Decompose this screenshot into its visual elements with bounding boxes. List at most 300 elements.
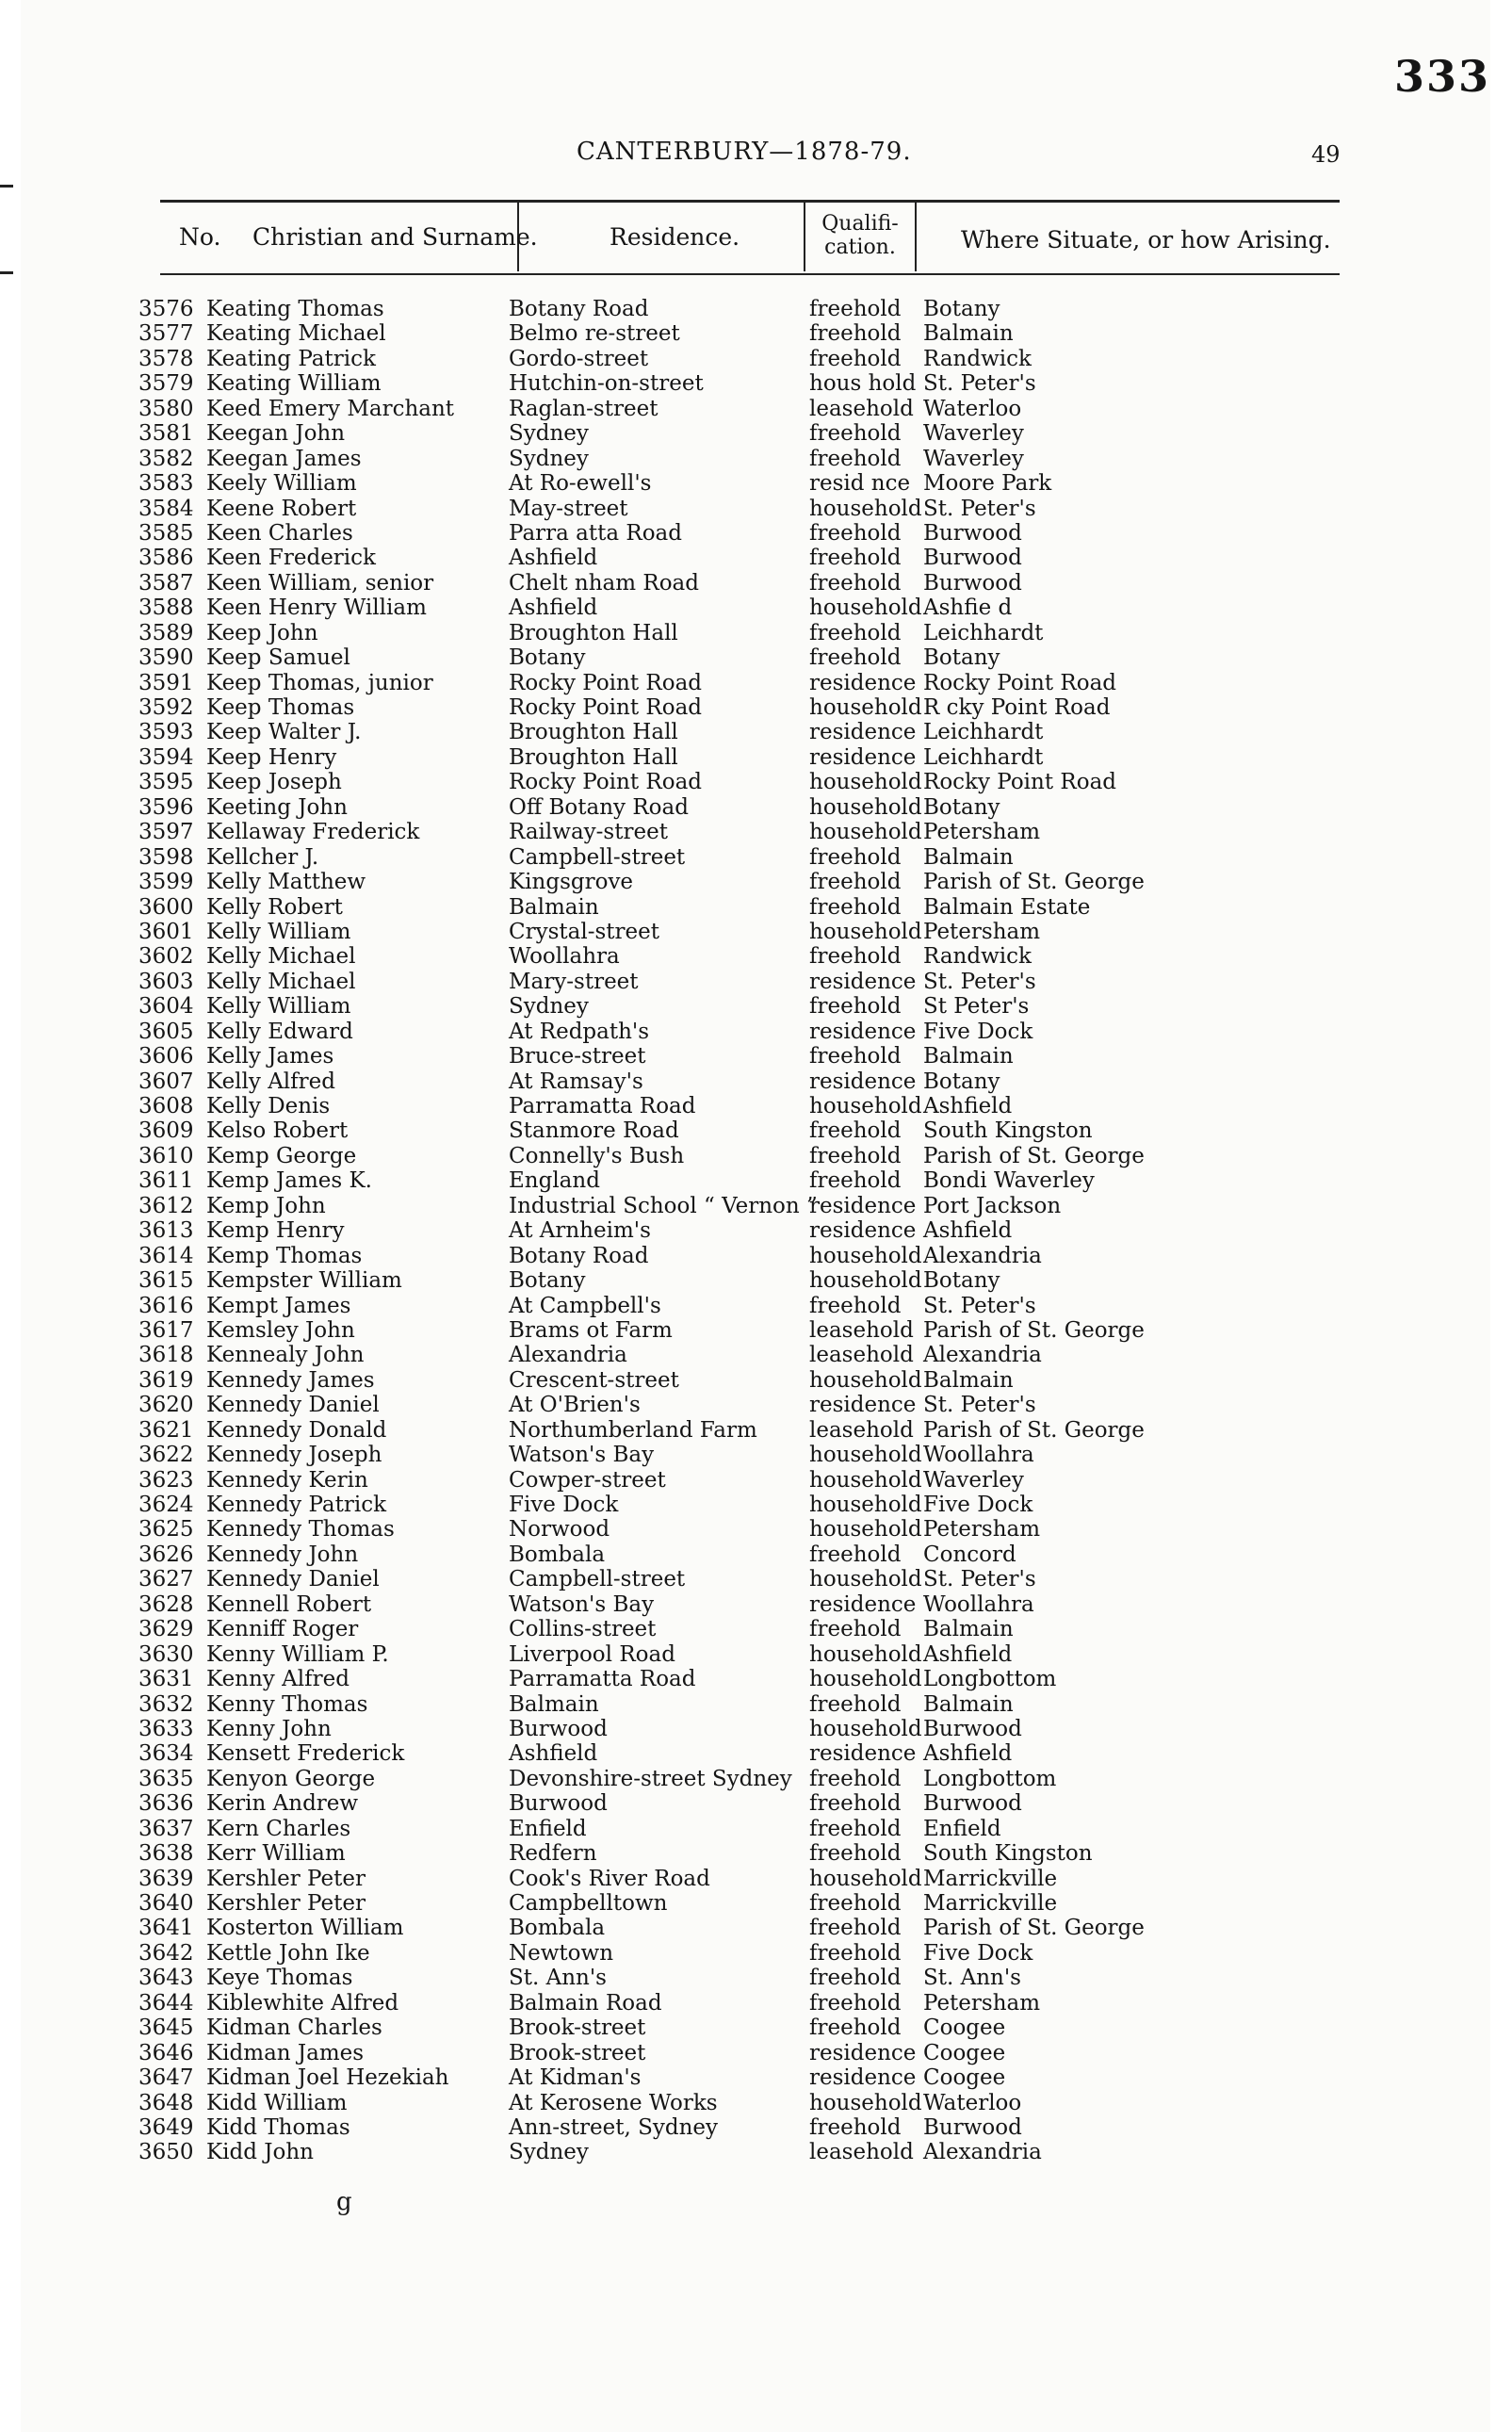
qualification-line-2: cation. bbox=[824, 236, 896, 259]
entry-name: Kemp James K. bbox=[206, 1168, 372, 1194]
table-row bbox=[21, 321, 1490, 346]
entry-number: 3630 bbox=[138, 1641, 194, 1667]
entry-residence: Kingsgrove bbox=[509, 870, 634, 895]
table-row bbox=[21, 1144, 1490, 1168]
entry-number: 3579 bbox=[138, 371, 194, 397]
table-row bbox=[21, 1493, 1490, 1517]
entry-residence: Brams ot Farm bbox=[509, 1317, 673, 1343]
entry-qualification: freehold bbox=[809, 1966, 902, 1991]
entry-number: 3603 bbox=[138, 969, 194, 994]
entry-number: 3619 bbox=[138, 1367, 194, 1393]
entry-name: Kerr William bbox=[206, 1841, 346, 1867]
entry-qualification: freehold bbox=[809, 894, 902, 920]
entry-qualification: freehold bbox=[809, 645, 902, 671]
entry-residence: Balmain Road bbox=[509, 1990, 662, 2016]
entry-qualification: household bbox=[809, 1443, 922, 1468]
entry-name: Kennedy John bbox=[206, 1542, 359, 1567]
entry-where-situate: Balmain bbox=[923, 321, 1014, 347]
entry-residence: Ann-street, Sydney bbox=[509, 2114, 719, 2140]
entry-qualification: household bbox=[809, 596, 922, 621]
entry-residence: At Kidman's bbox=[509, 2065, 642, 2091]
entry-residence: Ashfield bbox=[509, 1741, 598, 1767]
entry-where-situate: Concord bbox=[923, 1542, 1016, 1567]
entry-name: Kern Charles bbox=[206, 1816, 351, 1841]
entry-residence: Balmain bbox=[509, 1691, 599, 1717]
entry-number: 3632 bbox=[138, 1691, 194, 1717]
entry-number: 3581 bbox=[138, 421, 194, 447]
register-entries bbox=[21, 297, 1490, 2165]
table-row bbox=[21, 297, 1490, 321]
entry-qualification: freehold bbox=[809, 944, 902, 970]
entry-where-situate: Botany bbox=[923, 297, 1000, 321]
entry-number: 3576 bbox=[138, 297, 194, 321]
entry-qualification: freehold bbox=[809, 1143, 902, 1168]
entry-residence: Watson's Bay bbox=[509, 1591, 655, 1617]
entry-number: 3650 bbox=[138, 2140, 194, 2165]
table-row bbox=[21, 994, 1490, 1019]
entry-where-situate: R cky Point Road bbox=[923, 695, 1111, 720]
entry-number: 3583 bbox=[138, 471, 194, 497]
entry-qualification: freehold bbox=[809, 1940, 902, 1966]
entry-where-situate: Longbottom bbox=[923, 1766, 1057, 1791]
entry-qualification: freehold bbox=[809, 446, 902, 471]
entry-where-situate: Burwood bbox=[923, 1716, 1022, 1741]
entry-number: 3646 bbox=[138, 2040, 194, 2065]
entry-name: Kennedy Daniel bbox=[206, 1567, 380, 1592]
entry-name: Kennealy John bbox=[206, 1343, 365, 1368]
entry-name: Kelly William bbox=[206, 919, 351, 944]
entry-number: 3622 bbox=[138, 1443, 194, 1468]
entry-where-situate: St. Peter's bbox=[923, 969, 1036, 994]
entry-qualification: freehold bbox=[809, 1691, 902, 1717]
table-row bbox=[21, 1592, 1490, 1617]
table-row bbox=[21, 1891, 1490, 1916]
entry-name: Kidd Thomas bbox=[206, 2114, 350, 2140]
entry-number: 3647 bbox=[138, 2065, 194, 2091]
entry-qualification: residence bbox=[809, 1591, 917, 1617]
entry-qualification: freehold bbox=[809, 1168, 902, 1194]
entry-where-situate: Ashfield bbox=[923, 1094, 1013, 1118]
entry-number: 3639 bbox=[138, 1866, 194, 1891]
entry-where-situate: Coogee bbox=[923, 2016, 1006, 2041]
entry-residence: Sydney bbox=[509, 421, 589, 447]
entry-where-situate: Waverley bbox=[923, 421, 1024, 447]
entry-number: 3596 bbox=[138, 794, 194, 820]
qualification-line-1: Qualifi- bbox=[821, 212, 899, 236]
entry-where-situate: Balmain bbox=[923, 1617, 1014, 1642]
entry-name: Kelly Michael bbox=[206, 944, 356, 970]
entry-where-situate: Alexandria bbox=[923, 1243, 1042, 1268]
entry-number: 3618 bbox=[138, 1343, 194, 1368]
entry-number: 3580 bbox=[138, 396, 194, 421]
entry-name: Kelly Michael bbox=[206, 969, 356, 994]
entry-name: Keen Frederick bbox=[206, 546, 376, 571]
entry-number: 3626 bbox=[138, 1542, 194, 1567]
entry-qualification: freehold bbox=[809, 844, 902, 870]
entry-qualification: leasehold bbox=[809, 396, 914, 421]
entry-name: Kennedy Thomas bbox=[206, 1517, 395, 1542]
column-header-no: No. bbox=[179, 223, 221, 251]
entry-name: Kershler Peter bbox=[206, 1891, 366, 1916]
entry-where-situate: Rocky Point Road bbox=[923, 770, 1117, 795]
entry-where-situate: Parish of St. George bbox=[923, 1143, 1145, 1168]
entry-where-situate: Bondi Waverley bbox=[923, 1168, 1095, 1194]
table-row bbox=[21, 497, 1490, 521]
entry-residence: Broughton Hall bbox=[509, 620, 678, 645]
entry-residence: Sydney bbox=[509, 446, 589, 471]
entry-number: 3590 bbox=[138, 645, 194, 671]
entry-where-situate: Waverley bbox=[923, 446, 1024, 471]
entry-number: 3586 bbox=[138, 546, 194, 571]
entry-residence: At Kerosene Works bbox=[509, 2090, 718, 2115]
table-row bbox=[21, 745, 1490, 770]
table-row bbox=[21, 1667, 1490, 1691]
entry-name: Kenyon George bbox=[206, 1766, 376, 1791]
entry-where-situate: St. Peter's bbox=[923, 1567, 1036, 1592]
entry-number: 3642 bbox=[138, 1940, 194, 1966]
entry-qualification: leasehold bbox=[809, 1417, 914, 1443]
entry-number: 3592 bbox=[138, 695, 194, 720]
table-row bbox=[21, 1118, 1490, 1143]
entry-qualification: freehold bbox=[809, 2114, 902, 2140]
entry-residence: Burwood bbox=[509, 1791, 608, 1817]
table-row bbox=[21, 1791, 1490, 1816]
entry-where-situate: Moore Park bbox=[923, 471, 1052, 497]
entry-residence: Raglan-street bbox=[509, 396, 658, 421]
table-row bbox=[21, 1517, 1490, 1542]
entry-where-situate: St. Peter's bbox=[923, 496, 1036, 521]
entry-qualification: household bbox=[809, 695, 922, 720]
signature-mark: g bbox=[336, 2188, 352, 2216]
entry-residence: Redfern bbox=[509, 1841, 597, 1867]
entry-residence: Cowper-street bbox=[509, 1467, 666, 1493]
entry-qualification: freehold bbox=[809, 1816, 902, 1841]
entry-qualification: household bbox=[809, 1467, 922, 1493]
entry-number: 3608 bbox=[138, 1094, 194, 1118]
entry-where-situate: Woollahra bbox=[923, 1591, 1034, 1617]
entry-residence: Newtown bbox=[509, 1940, 614, 1966]
entry-qualification: household bbox=[809, 1268, 922, 1294]
table-row bbox=[21, 870, 1490, 894]
entry-number: 3625 bbox=[138, 1517, 194, 1542]
folio-number: 333 bbox=[1393, 51, 1490, 102]
table-row bbox=[21, 471, 1490, 496]
entry-residence: Balmain bbox=[509, 894, 599, 920]
entry-where-situate: Balmain bbox=[923, 1367, 1014, 1393]
table-row bbox=[21, 1069, 1490, 1094]
entry-residence: At Arnheim's bbox=[509, 1218, 651, 1244]
entry-residence: Railway-street bbox=[509, 820, 668, 845]
entry-name: Kelly James bbox=[206, 1044, 334, 1069]
table-row bbox=[21, 1941, 1490, 1966]
entry-residence: Brook-street bbox=[509, 2016, 646, 2041]
entry-name: Keen William, senior bbox=[206, 570, 434, 596]
entry-qualification: household bbox=[809, 1493, 922, 1517]
entry-where-situate: Coogee bbox=[923, 2040, 1006, 2065]
entry-residence: At Redpath's bbox=[509, 1019, 650, 1044]
entry-qualification: household bbox=[809, 1866, 922, 1891]
entry-name: Kennedy James bbox=[206, 1367, 375, 1393]
entry-where-situate: Leichhardt bbox=[923, 720, 1044, 745]
entry-where-situate: Petersham bbox=[923, 820, 1041, 845]
entry-where-situate: Botany bbox=[923, 1069, 1000, 1094]
entry-residence: Botany Road bbox=[509, 297, 649, 321]
entry-number: 3578 bbox=[138, 346, 194, 371]
entry-residence: Rocky Point Road bbox=[509, 670, 703, 695]
entry-number: 3617 bbox=[138, 1317, 194, 1343]
entry-number: 3623 bbox=[138, 1467, 194, 1493]
entry-where-situate: Coogee bbox=[923, 2065, 1006, 2091]
entry-number: 3601 bbox=[138, 919, 194, 944]
entry-number: 3595 bbox=[138, 770, 194, 795]
entry-residence: Campbell-street bbox=[509, 1567, 686, 1592]
register-page bbox=[21, 0, 1490, 2432]
entry-residence: Campbelltown bbox=[509, 1891, 668, 1916]
entry-name: Keegan John bbox=[206, 421, 346, 447]
entry-name: Keating Patrick bbox=[206, 346, 376, 371]
entry-qualification: household bbox=[809, 919, 922, 944]
entry-residence: Connelly's Bush bbox=[509, 1143, 685, 1168]
entry-where-situate: Parish of St. George bbox=[923, 1317, 1145, 1343]
entry-residence: Rocky Point Road bbox=[509, 770, 703, 795]
entry-name: Keating William bbox=[206, 371, 382, 397]
entry-residence: Sydney bbox=[509, 2140, 589, 2165]
entry-name: Kenny Alfred bbox=[206, 1667, 350, 1692]
entry-where-situate: Alexandria bbox=[923, 2140, 1042, 2165]
table-row bbox=[21, 1343, 1490, 1367]
entry-qualification: household bbox=[809, 820, 922, 845]
entry-where-situate: St. Ann's bbox=[923, 1966, 1021, 1991]
entry-qualification: residence bbox=[809, 1019, 917, 1044]
entry-where-situate: Botany bbox=[923, 794, 1000, 820]
entry-residence: Gordo-street bbox=[509, 346, 649, 371]
entry-where-situate: Petersham bbox=[923, 1517, 1041, 1542]
entry-qualification: resid nce bbox=[809, 471, 911, 497]
entry-where-situate: Parish of St. George bbox=[923, 1916, 1145, 1941]
entry-where-situate: Ashfie d bbox=[923, 596, 1013, 621]
table-row bbox=[21, 521, 1490, 546]
entry-number: 3585 bbox=[138, 520, 194, 546]
table-row bbox=[21, 1168, 1490, 1193]
entry-qualification: leasehold bbox=[809, 2140, 914, 2165]
entry-number: 3638 bbox=[138, 1841, 194, 1867]
table-row bbox=[21, 645, 1490, 670]
entry-residence: Campbell-street bbox=[509, 844, 686, 870]
table-row bbox=[21, 371, 1490, 396]
table-row bbox=[21, 1741, 1490, 1766]
table-row bbox=[21, 1717, 1490, 1741]
entry-qualification: residence bbox=[809, 1069, 917, 1094]
entry-residence: England bbox=[509, 1168, 600, 1194]
entry-name: Kennell Robert bbox=[206, 1591, 372, 1617]
entry-residence: Botany bbox=[509, 645, 586, 671]
entry-name: Kemp Thomas bbox=[206, 1243, 363, 1268]
entry-qualification: freehold bbox=[809, 1542, 902, 1567]
entry-number: 3643 bbox=[138, 1966, 194, 1991]
entry-name: Kershler Peter bbox=[206, 1866, 366, 1891]
table-row bbox=[21, 1393, 1490, 1417]
entry-where-situate: Botany bbox=[923, 1268, 1000, 1294]
entry-where-situate: Randwick bbox=[923, 346, 1032, 371]
entry-qualification: leasehold bbox=[809, 1317, 914, 1343]
table-row bbox=[21, 2115, 1490, 2140]
table-row bbox=[21, 1542, 1490, 1567]
entry-number: 3600 bbox=[138, 894, 194, 920]
entry-qualification: freehold bbox=[809, 1617, 902, 1642]
entry-residence: Cook's River Road bbox=[509, 1866, 710, 1891]
entry-qualification: household bbox=[809, 2090, 922, 2115]
entry-residence: Ashfield bbox=[509, 546, 598, 571]
entry-number: 3589 bbox=[138, 620, 194, 645]
table-row bbox=[21, 1617, 1490, 1641]
entry-residence: Northumberland Farm bbox=[509, 1417, 757, 1443]
entry-qualification: freehold bbox=[809, 994, 902, 1020]
entry-name: Kidd John bbox=[206, 2140, 314, 2165]
entry-residence: Stanmore Road bbox=[509, 1118, 679, 1144]
entry-where-situate: Rocky Point Road bbox=[923, 670, 1117, 695]
entry-residence: At Ramsay's bbox=[509, 1069, 643, 1094]
table-row bbox=[21, 1044, 1490, 1069]
entry-number: 3624 bbox=[138, 1493, 194, 1517]
entry-number: 3602 bbox=[138, 944, 194, 970]
table-row bbox=[21, 2140, 1490, 2164]
entry-residence: Watson's Bay bbox=[509, 1443, 655, 1468]
entry-number: 3629 bbox=[138, 1617, 194, 1642]
entry-name: Kemsley John bbox=[206, 1317, 355, 1343]
entry-residence: Bruce-street bbox=[509, 1044, 646, 1069]
entry-qualification: freehold bbox=[809, 346, 902, 371]
table-row bbox=[21, 1368, 1490, 1393]
header-top-rule bbox=[160, 200, 1340, 203]
running-title: CANTERBURY—1878-79. bbox=[577, 138, 912, 166]
table-row bbox=[21, 1767, 1490, 1791]
entry-name: Kenniff Roger bbox=[206, 1617, 359, 1642]
entry-qualification: household bbox=[809, 1094, 922, 1118]
entry-qualification: residence bbox=[809, 670, 917, 695]
table-row bbox=[21, 1966, 1490, 1990]
table-row bbox=[21, 397, 1490, 421]
entry-number: 3599 bbox=[138, 870, 194, 895]
entry-qualification: leasehold bbox=[809, 1343, 914, 1368]
entry-number: 3594 bbox=[138, 744, 194, 770]
entry-name: Kelly Alfred bbox=[206, 1069, 336, 1094]
table-row bbox=[21, 1567, 1490, 1591]
entry-name: Kellcher J. bbox=[206, 844, 319, 870]
table-row bbox=[21, 1418, 1490, 1443]
entry-where-situate: Marrickville bbox=[923, 1891, 1058, 1916]
entry-where-situate: Five Dock bbox=[923, 1940, 1033, 1966]
entry-number: 3645 bbox=[138, 2016, 194, 2041]
entry-where-situate: Waterloo bbox=[923, 396, 1022, 421]
table-row bbox=[21, 1294, 1490, 1318]
entry-residence: Alexandria bbox=[509, 1343, 627, 1368]
entry-where-situate: Burwood bbox=[923, 546, 1022, 571]
entry-residence: Chelt nham Road bbox=[509, 570, 699, 596]
table-row bbox=[21, 720, 1490, 744]
entry-number: 3635 bbox=[138, 1766, 194, 1791]
entry-residence: Botany Road bbox=[509, 1243, 649, 1268]
entry-number: 3577 bbox=[138, 321, 194, 347]
entry-name: Kelly Denis bbox=[206, 1094, 331, 1118]
entry-name: Keen Henry William bbox=[206, 596, 427, 621]
entry-name: Kennedy Joseph bbox=[206, 1443, 382, 1468]
entry-where-situate: Balmain bbox=[923, 844, 1014, 870]
entry-residence: Sydney bbox=[509, 994, 589, 1020]
entry-name: Kerin Andrew bbox=[206, 1791, 359, 1817]
entry-qualification: household bbox=[809, 1367, 922, 1393]
entry-qualification: residence bbox=[809, 1741, 917, 1767]
entry-residence: Mary-street bbox=[509, 969, 639, 994]
entry-name: Keed Emery Marchant bbox=[206, 396, 455, 421]
entry-number: 3587 bbox=[138, 570, 194, 596]
table-row bbox=[21, 2041, 1490, 2065]
entry-where-situate: St Peter's bbox=[923, 994, 1030, 1020]
entry-where-situate: Ashfield bbox=[923, 1218, 1013, 1244]
entry-number: 3607 bbox=[138, 1069, 194, 1094]
entry-where-situate: Parish of St. George bbox=[923, 1417, 1145, 1443]
table-row bbox=[21, 1867, 1490, 1891]
entry-qualification: freehold bbox=[809, 570, 902, 596]
entry-qualification: freehold bbox=[809, 620, 902, 645]
entry-residence: Broughton Hall bbox=[509, 720, 678, 745]
entry-residence: Collins-street bbox=[509, 1617, 657, 1642]
entry-qualification: freehold bbox=[809, 1916, 902, 1941]
entry-number: 3628 bbox=[138, 1591, 194, 1617]
entry-qualification: residence bbox=[809, 1393, 917, 1418]
entry-name: Keen Charles bbox=[206, 520, 353, 546]
entry-qualification: freehold bbox=[809, 520, 902, 546]
entry-where-situate: Burwood bbox=[923, 2114, 1022, 2140]
entry-number: 3633 bbox=[138, 1716, 194, 1741]
left-edge-mark bbox=[0, 271, 13, 274]
entry-where-situate: Parish of St. George bbox=[923, 870, 1145, 895]
entry-residence: At O'Brien's bbox=[509, 1393, 641, 1418]
entry-number: 3582 bbox=[138, 446, 194, 471]
entry-where-situate: St. Peter's bbox=[923, 1393, 1036, 1418]
entry-qualification: residence bbox=[809, 744, 917, 770]
table-row bbox=[21, 795, 1490, 820]
entry-name: Kennedy Donald bbox=[206, 1417, 387, 1443]
entry-number: 3636 bbox=[138, 1791, 194, 1817]
entry-where-situate: Balmain bbox=[923, 1691, 1014, 1717]
table-row bbox=[21, 1218, 1490, 1243]
entry-residence: Broughton Hall bbox=[509, 744, 678, 770]
entry-residence: Bombala bbox=[509, 1916, 606, 1941]
entry-residence: Off Botany Road bbox=[509, 794, 689, 820]
entry-name: Kelly Robert bbox=[206, 894, 343, 920]
entry-number: 3613 bbox=[138, 1218, 194, 1244]
entry-name: Kiblewhite Alfred bbox=[206, 1990, 399, 2016]
entry-name: Kennedy Patrick bbox=[206, 1493, 387, 1517]
entry-name: Kenny John bbox=[206, 1716, 332, 1741]
entry-name: Kidman James bbox=[206, 2040, 365, 2065]
entry-number: 3606 bbox=[138, 1044, 194, 1069]
entry-name: Kettle John Ike bbox=[206, 1940, 370, 1966]
table-row bbox=[21, 1020, 1490, 1044]
entry-residence: Brook-street bbox=[509, 2040, 646, 2065]
entry-where-situate: Enfield bbox=[923, 1816, 1001, 1841]
entry-name: Kelso Robert bbox=[206, 1118, 349, 1144]
entry-qualification: residence bbox=[809, 1193, 917, 1218]
entry-qualification: freehold bbox=[809, 1891, 902, 1916]
entry-name: Keep John bbox=[206, 620, 318, 645]
entry-number: 3649 bbox=[138, 2114, 194, 2140]
table-row bbox=[21, 546, 1490, 570]
column-header-qualification bbox=[805, 212, 916, 259]
entry-name: Kosterton William bbox=[206, 1916, 404, 1941]
entry-name: Kenny William P. bbox=[206, 1641, 389, 1667]
entry-name: Kelly Matthew bbox=[206, 870, 366, 895]
